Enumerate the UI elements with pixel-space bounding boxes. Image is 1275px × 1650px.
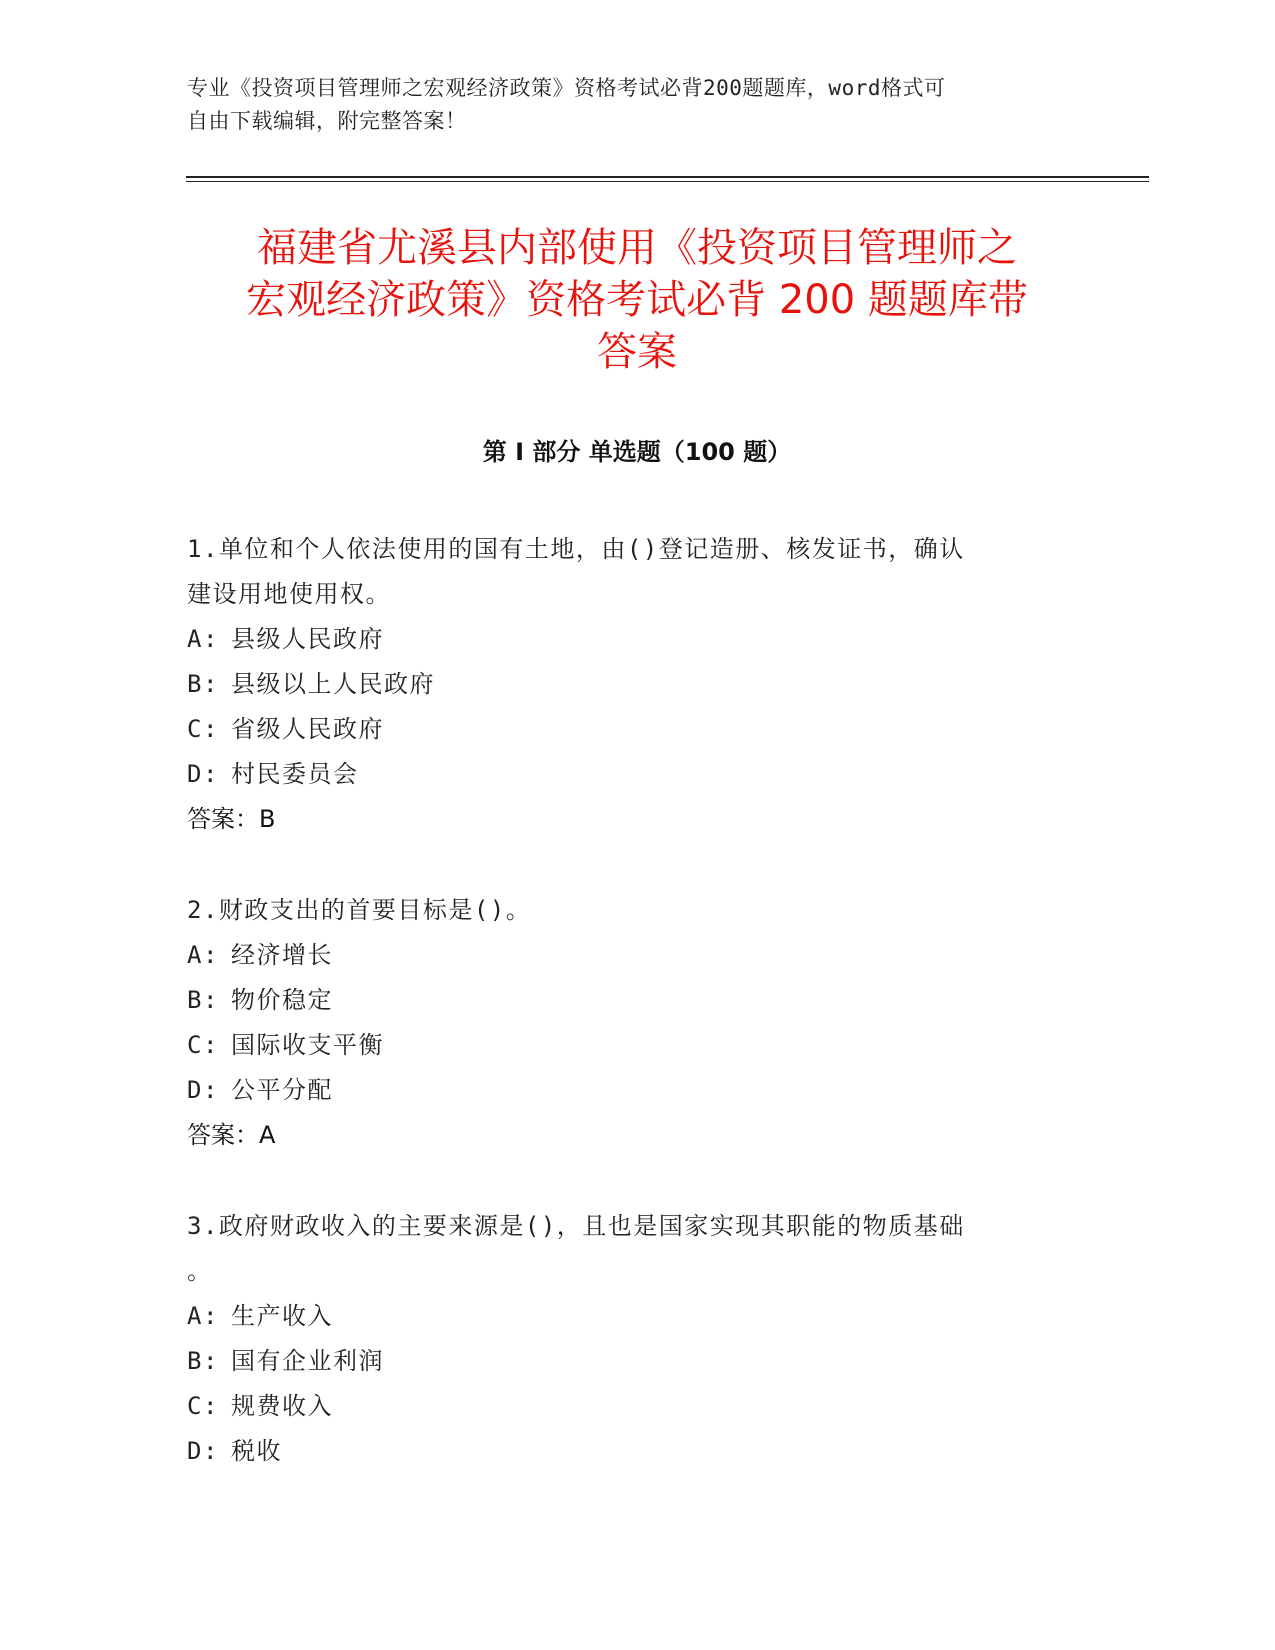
option-text: 县级以上人民政府 [231, 670, 435, 698]
header-note-line-2: 自由下载编辑，附完整答案！ [187, 109, 467, 133]
document-title-line-2: 宏观经济政策》资格考试必背 200 题题库带 [246, 277, 1028, 323]
option-text: 生产收入 [231, 1302, 333, 1330]
question-1-option-c [187, 707, 1067, 752]
question-3-stem-line-2: 。 [187, 1257, 213, 1285]
question-2-answer: 答案：A [187, 1121, 276, 1149]
option-text: 物价稳定 [231, 986, 333, 1014]
option-text: 县级人民政府 [231, 625, 384, 653]
question-2-option-c [187, 1023, 1067, 1068]
option-letter: C: [187, 1031, 219, 1059]
section-heading: 第 I 部分 单选题（100 题） [482, 438, 792, 466]
document-title-line-1: 福建省尤溪县内部使用《投资项目管理师之 [257, 225, 1017, 271]
option-letter: D: [187, 760, 219, 788]
question-2-option-b [187, 978, 1067, 1023]
question-3-option-d [187, 1429, 1067, 1474]
header-note-line-1: 专业《投资项目管理师之宏观经济政策》资格考试必背200题题库，word格式可 [187, 76, 946, 100]
option-text: 经济增长 [231, 941, 333, 969]
header-divider-thick [186, 176, 1149, 178]
option-text: 国有企业利润 [231, 1347, 384, 1375]
header-divider-thin [186, 181, 1149, 182]
question-1-answer: 答案：B [187, 805, 276, 833]
header-note [187, 72, 1067, 138]
question-2 [187, 888, 1067, 1158]
option-letter: B: [187, 986, 219, 1014]
option-letter: C: [187, 715, 219, 743]
option-text: 省级人民政府 [231, 715, 384, 743]
option-letter: C: [187, 1392, 219, 1420]
option-letter: A: [187, 941, 219, 969]
question-3-option-b [187, 1339, 1067, 1384]
option-text: 村民委员会 [231, 760, 359, 788]
question-3-option-c [187, 1384, 1067, 1429]
option-letter: D: [187, 1076, 219, 1104]
document-title [187, 222, 1087, 378]
question-1 [187, 527, 1067, 842]
option-letter: A: [187, 1302, 219, 1330]
question-2-option-d [187, 1068, 1067, 1113]
option-text: 税收 [231, 1437, 282, 1465]
question-3-option-a [187, 1294, 1067, 1339]
question-1-option-a [187, 617, 1067, 662]
question-1-stem-line-1: 1.单位和个人依法使用的国有土地，由()登记造册、核发证书，确认 [187, 535, 965, 563]
question-1-option-b [187, 662, 1067, 707]
option-letter: B: [187, 1347, 219, 1375]
question-2-stem-line-1: 2.财政支出的首要目标是()。 [187, 896, 532, 924]
document-title-line-3: 答案 [597, 329, 677, 375]
question-list [187, 527, 1067, 1520]
option-letter: A: [187, 625, 219, 653]
option-text: 国际收支平衡 [231, 1031, 384, 1059]
option-letter: B: [187, 670, 219, 698]
question-3-stem-line-1: 3.政府财政收入的主要来源是()，且也是国家实现其职能的物质基础 [187, 1212, 965, 1240]
option-text: 规费收入 [231, 1392, 333, 1420]
question-1-stem-line-2: 建设用地使用权。 [187, 580, 391, 608]
option-text: 公平分配 [231, 1076, 333, 1104]
question-3 [187, 1204, 1067, 1474]
option-letter: D: [187, 1437, 219, 1465]
question-2-option-a [187, 933, 1067, 978]
question-1-option-d [187, 752, 1067, 797]
